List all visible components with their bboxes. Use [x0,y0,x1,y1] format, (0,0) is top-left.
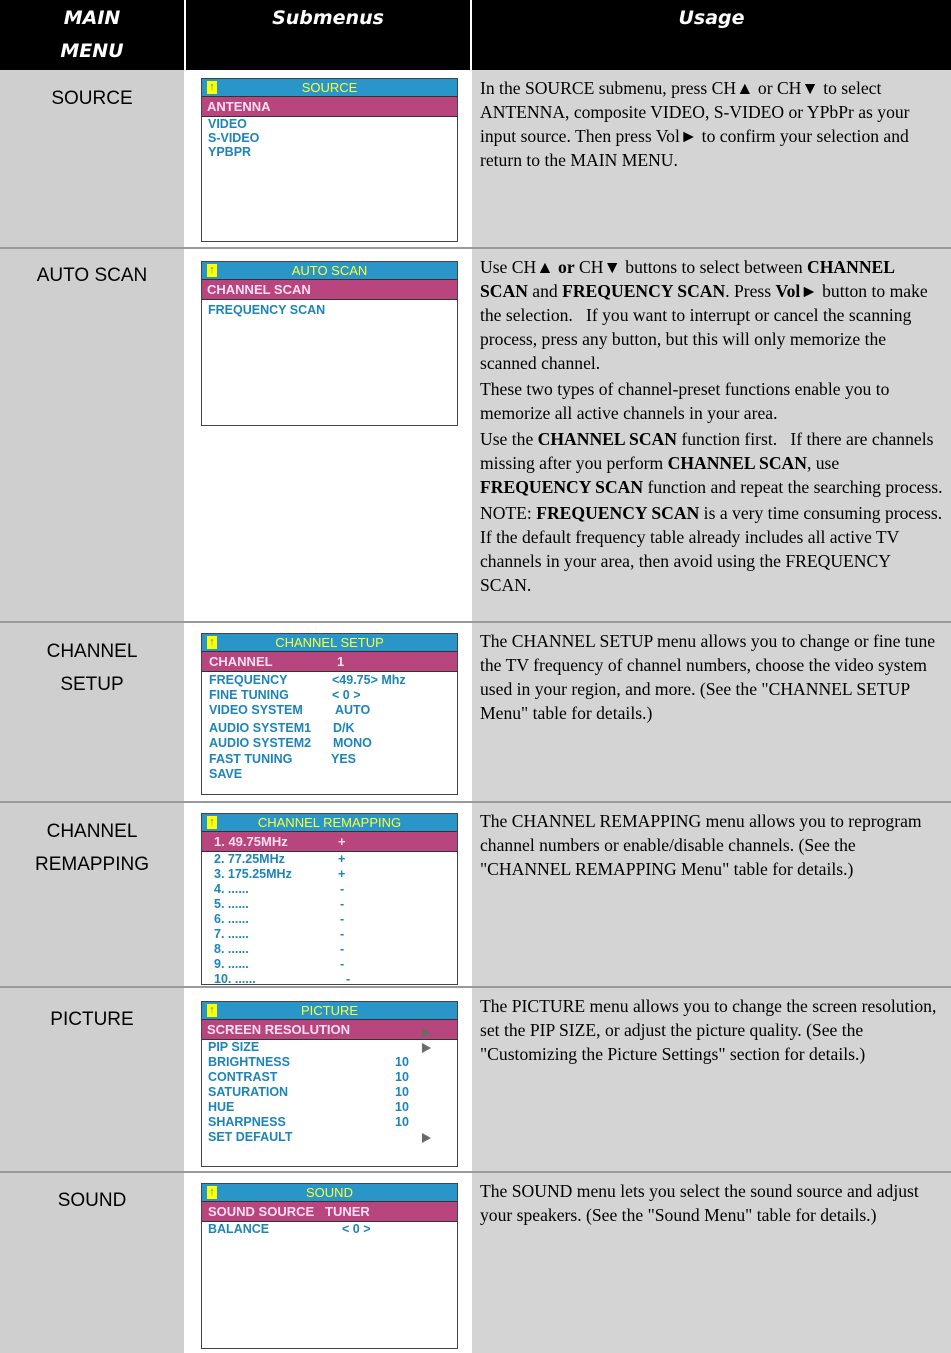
row-channel-setup [0,623,951,801]
osd-item[interactable] [202,1085,457,1100]
main-menu-cell [0,70,184,247]
osd-item-label: 3. 175.25MHz [214,867,292,881]
osd-item-value: < 0 > [332,688,361,702]
osd-selected-label: SOUND SOURCE TUNER [208,1204,370,1219]
osd-selected-value: + [338,834,346,849]
osd-selected-label: CHANNEL SCAN [207,282,311,297]
osd-title [202,262,457,279]
osd-item-value: < 0 > [342,1222,371,1236]
osd-channel-setup [201,633,458,795]
osd-item[interactable] [202,927,457,942]
osd-sound [201,1183,458,1349]
osd-item-label: FAST TUNING [209,752,293,766]
osd-item-label: HUE [208,1100,235,1114]
osd-item-label: 8. ...... [214,942,249,956]
osd-title [202,634,457,651]
header-usage: Usage [472,0,951,70]
osd-item-label: 2. 77.25MHz [214,852,285,866]
usage-cell [472,988,951,1171]
main-menu-cell [0,1173,184,1353]
usage-cell [472,623,951,801]
usage-text: Use the CHANNEL SCAN function first. If there are channels missing after you perform CHANNEL SCAN, use FREQUENCY SCAN function and repeat the searching process. [480,429,943,497]
osd-item[interactable] [202,1055,457,1070]
osd-item[interactable] [202,303,457,317]
main-menu-cell [0,249,184,621]
osd-selected-item[interactable] [202,279,457,300]
osd-item[interactable] [202,703,457,717]
osd-title-text: CHANNEL REMAPPING [257,815,402,830]
osd-item[interactable] [202,1222,457,1236]
osd-item[interactable] [202,1130,457,1145]
header-main-line2: MENU [60,40,124,62]
submenu-cell [186,988,470,1171]
osd-item-label: 9. ...... [214,957,249,971]
usage-text: The CHANNEL SETUP menu allows you to change or fine tune the TV frequency of channel numbers, choose the video system used in your region, and more. (See the "CHANNEL SETUP Menu" table for details.) [480,631,936,723]
usage-text: These two types of channel-preset functions enable you to memorize all active channels in your area. [480,379,890,423]
row-channel-remapping [0,803,951,986]
osd-item-label: AUDIO SYSTEM2 [209,736,312,750]
up-arrow-icon: ↑ [207,81,217,94]
row-picture [0,988,951,1171]
osd-title-text: CHANNEL SETUP [275,635,384,650]
osd-item[interactable] [202,131,457,145]
osd-selected-label: CHANNEL [209,654,273,669]
header-submenus: Submenus [186,0,470,70]
header-main-line1: MAIN [63,7,121,29]
osd-item-label: SATURATION [208,1085,289,1099]
osd-selected-item[interactable] [202,1019,457,1040]
usage-text: The PICTURE menu allows you to change the screen resolution, set the PIP SIZE, or adjust the picture quality. (See the "Customizing the Picture Settings" section for details.) [480,996,937,1064]
main-menu-label: AUTO SCAN [36,265,148,286]
osd-item-label: BRIGHTNESS [208,1055,290,1069]
osd-item-value: AUTO [335,703,371,717]
row-auto-scan [0,249,951,621]
osd-item-value: 10 [395,1055,409,1069]
osd-item[interactable] [202,957,457,972]
osd-item[interactable] [202,117,457,131]
osd-selected-item[interactable] [202,1201,457,1222]
osd-item-label: SHARPNESS [208,1115,286,1129]
usage-text: Use CH▲ or CH▼ buttons to select between CHANNEL SCAN and FREQUENCY SCAN. Press Vol► button to make the selection. If you want to interrupt or cancel the scanning process, press any button, but this will only memorize the scanned channel. [480,257,928,373]
main-menu-label: REMAPPING [34,854,150,875]
osd-item-label: FREQUENCY SCAN [208,303,326,317]
up-arrow-icon: ↑ [207,264,217,277]
osd-selected-item[interactable] [202,651,457,672]
osd-item[interactable] [202,852,457,867]
osd-item[interactable] [202,942,457,957]
submenu-cell [186,249,470,621]
osd-item[interactable] [202,736,457,750]
osd-item-label: CONTRAST [208,1070,278,1084]
osd-item-value: 10 [395,1085,409,1099]
osd-title [202,814,457,831]
usage-text: The CHANNEL REMAPPING menu allows you to reprogram channel numbers or enable/disable channels. (See the "CHANNEL REMAPPING Menu" table for details.) [480,811,922,879]
osd-item-label: BALANCE [208,1222,270,1236]
main-menu-label: SETUP [60,674,124,695]
usage-text: The SOUND menu lets you select the sound source and adjust your speakers. (See the "Sound Menu" table for details.) [480,1181,919,1225]
osd-item-value: 10 [395,1070,409,1084]
osd-selected-item[interactable] [202,831,457,852]
osd-item[interactable] [202,882,457,897]
osd-item[interactable] [202,673,457,687]
up-arrow-icon: ↑ [207,636,217,649]
main-menu-cell [0,623,184,801]
osd-item-value: - [340,927,345,941]
osd-item[interactable] [202,688,457,702]
osd-item-value: YES [331,752,357,766]
osd-item-label: FREQUENCY [209,673,288,687]
osd-item[interactable] [202,1100,457,1115]
osd-item[interactable] [202,721,457,735]
osd-item-label: VIDEO SYSTEM [209,703,303,717]
play-triangle-icon [422,1042,431,1056]
osd-item-label: SET DEFAULT [208,1130,293,1144]
header-main-menu [0,0,184,70]
osd-title-text: PICTURE [300,1003,359,1018]
usage-cell [472,803,951,986]
osd-item[interactable] [202,752,457,766]
osd-item[interactable] [202,912,457,927]
osd-item-value: + [338,867,346,881]
submenu-cell [186,1173,470,1353]
osd-item-label: 7. ...... [214,927,249,941]
row-source [0,70,951,247]
osd-item-value: - [346,972,351,985]
osd-item[interactable] [202,972,457,985]
osd-item-label: AUDIO SYSTEM1 [209,721,312,735]
osd-item[interactable] [202,867,457,882]
usage-cell [472,70,951,247]
osd-item-label: PIP SIZE [208,1040,260,1054]
main-menu-label: CHANNEL [46,641,138,662]
osd-item[interactable] [202,767,457,781]
osd-source [201,78,458,242]
osd-item-label: 4. ...... [214,882,249,896]
osd-item-label: VIDEO [208,117,247,131]
main-menu-label: SOUND [57,1190,127,1211]
osd-item-value: - [340,912,345,926]
main-menu-label: PICTURE [50,1009,134,1030]
osd-item-label: SAVE [209,767,243,781]
osd-item-value: + [338,852,346,866]
osd-item-label: 5. ...... [214,897,249,911]
osd-item[interactable] [202,1040,457,1055]
osd-selected-value: 1 [337,654,345,669]
osd-item[interactable] [202,1070,457,1085]
usage-text: NOTE: FREQUENCY SCAN is a very time consuming process. If the default frequency table already includes all active TV channels in your area, then avoid using the FREQUENCY SCAN. [480,503,943,595]
osd-item-value: 10 [395,1100,409,1114]
usage-cell [472,1173,951,1353]
osd-selected-item[interactable] [202,96,457,117]
up-arrow-icon: ↑ [207,1186,217,1199]
osd-auto-scan [201,261,458,426]
osd-item-label: FINE TUNING [209,688,289,702]
up-arrow-icon: ↑ [207,1004,217,1017]
main-menu-cell [0,988,184,1171]
usage-text: In the SOURCE submenu, press CH▲ or CH▼ to select ANTENNA, composite VIDEO, S-VIDEO or YPbPr as your input source. Then press Vol► to confirm your selection and return to the MAIN MENU. [480,78,910,170]
osd-picture [201,1001,458,1167]
osd-title-text: AUTO SCAN [291,263,368,278]
submenu-cell [186,70,470,247]
osd-channel-remapping [201,813,458,985]
main-menu-label: CHANNEL [46,821,138,842]
osd-item[interactable] [202,897,457,912]
osd-item-label: 10. ...... [214,972,256,985]
submenu-cell [186,803,470,986]
main-menu-label: SOURCE [51,88,133,109]
osd-title-text: SOUND [306,1185,353,1200]
osd-item-value: - [340,957,345,971]
osd-selected-label: SCREEN RESOLUTION [207,1022,351,1037]
osd-item-label: YPBPR [208,145,252,159]
osd-title [202,1002,457,1019]
osd-title-text: SOURCE [301,80,358,95]
play-triangle-icon [422,1132,431,1146]
osd-title [202,1184,457,1201]
osd-selected-label: ANTENNA [207,99,271,114]
osd-item-value: - [340,897,345,911]
main-menu-cell [0,803,184,986]
osd-item-value: - [340,882,345,896]
osd-item-value: 10 [395,1115,409,1129]
osd-item-value: - [340,942,345,956]
osd-item[interactable] [202,1115,457,1130]
usage-cell [472,249,951,621]
submenu-cell [186,623,470,801]
osd-title [202,79,457,96]
row-sound [0,1173,951,1353]
osd-item-label: 6. ...... [214,912,249,926]
osd-item-value: D/K [333,721,355,735]
osd-item-label: S-VIDEO [208,131,260,145]
osd-selected-label: 1. 49.75MHz [214,834,288,849]
osd-item[interactable] [202,145,457,159]
osd-item-value: <49.75> Mhz [332,673,406,687]
up-arrow-icon: ↑ [207,816,217,829]
osd-item-value: MONO [333,736,372,750]
